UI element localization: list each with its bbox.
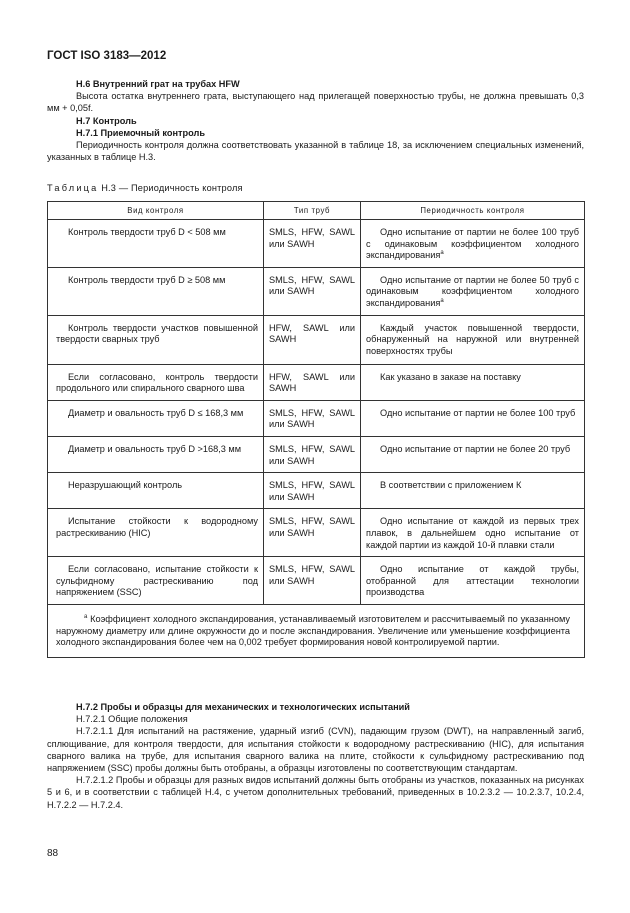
cell-frequency: Одно испытание от партии не более 100 труб [361, 400, 585, 436]
section-h721-title: Н.7.2.1 Общие положения [76, 714, 188, 725]
table-caption [47, 183, 243, 193]
cell-kind: Если согласовано, контроль твердости продольного или спирального сварного шва [48, 364, 264, 400]
inspection-frequency-table [47, 201, 585, 658]
section-h7-title: Н.7 Контроль [76, 115, 137, 126]
cell-pipe: SMLS, HFW, SAWL или SAWH [264, 557, 361, 605]
cell-pipe: HFW, SAWL или SAWH [264, 315, 361, 364]
cell-kind: Диаметр и овальность труб D ≤ 168,3 мм [48, 400, 264, 436]
section-h6-h7 [47, 78, 584, 163]
table-caption-word: Таблица [47, 183, 99, 193]
cell-kind: Контроль твердости труб D < 508 мм [48, 220, 264, 268]
column-header-pipe: Тип труб [264, 202, 361, 220]
cell-pipe: SMLS, HFW, SAWL или SAWH [264, 267, 361, 315]
cell-pipe: SMLS, HFW, SAWL или SAWH [264, 509, 361, 557]
cell-pipe: SMLS, HFW, SAWL или SAWH [264, 400, 361, 436]
table-row [48, 436, 585, 472]
footnote-text: Коэффициент холодного экспандирования, устанавливаемый изготовителем и рассчитываемый по указанному наружному диаметру или длине окружности до и после экспандирования. Увеличение или уменьшение коэффициента холодного экспандирования более чем на 0,002 требует формирования новой контролируемой партии. [56, 614, 570, 648]
section-h7212-body: Н.7.2.1.2 Пробы и образцы для разных видов испытаний должны быть отобраны из участков, показанных на рисунках 5 и 6, и в соответствии с таблицей Н.4, с учетом дополнительных требований, приведенных в 10.2.3.2 — 10.2.3.7, 10.2.4, Н.7.2.2 — Н.7.2.4. [47, 775, 584, 810]
table-row [48, 400, 585, 436]
table-row [48, 473, 585, 509]
cell-frequency: Каждый участок повышенной твердости, обнаруженный на наружной или внутренней поверхностях трубы [361, 315, 585, 364]
footnote-ref: а [440, 250, 444, 257]
column-header-frequency: Периодичность контроля [361, 202, 585, 220]
column-header-kind: Вид контроля [48, 202, 264, 220]
table-header-row [48, 202, 585, 220]
cell-pipe: SMLS, HFW, SAWL или SAWH [264, 220, 361, 268]
table-row [48, 557, 585, 605]
section-h71-body: Периодичность контроля должна соответствовать указанной в таблице 18, за исключением специальных изменений, указанных в таблице Н.3. [47, 140, 584, 163]
cell-pipe: HFW, SAWL или SAWH [264, 364, 361, 400]
cell-pipe: SMLS, HFW, SAWL или SAWH [264, 473, 361, 509]
cell-frequency: В соответствии с приложением К [361, 473, 585, 509]
document-header: ГОСТ ISO 3183—2012 [47, 50, 167, 62]
cell-kind: Контроль твердости труб D ≥ 508 мм [48, 267, 264, 315]
section-h72-title: Н.7.2 Пробы и образцы для механических и технологических испытаний [76, 702, 410, 712]
cell-frequency: Одно испытание от каждой из первых трех плавок, в дальнейшем одно испытание от каждой партии из каждой 10-й плавки стали [361, 509, 585, 557]
table-row [48, 220, 585, 268]
cell-frequency: Как указано в заказе на поставку [361, 364, 585, 400]
cell-pipe: SMLS, HFW, SAWL или SAWH [264, 436, 361, 472]
cell-frequency: Одно испытание от каждой трубы, отобранной для аттестации технологии производства [361, 557, 585, 605]
table-caption-text: Н.3 — Периодичность контроля [98, 183, 243, 193]
table-footnote-row [48, 605, 585, 658]
page-number: 88 [47, 848, 59, 859]
cell-kind: Диаметр и овальность труб D >168,3 мм [48, 436, 264, 472]
section-h71-title: Н.7.1 Приемочный контроль [76, 127, 205, 138]
table-row [48, 315, 585, 364]
section-h6-title: Н.6 Внутренний грат на трубах HFW [76, 79, 240, 89]
table-row [48, 509, 585, 557]
cell-frequency: Одно испытание от партии не более 20 труб [361, 436, 585, 472]
section-h72 [47, 701, 584, 811]
cell-frequency: Одно испытание от партии не более 50 труб с одинаковым коэффициентом холодного экспандирования$^а$ [361, 267, 585, 315]
section-h6-body: Высота остатка внутреннего грата, выступающего над прилегащей поверхностью трубы, не должна превышать 0,3 мм + 0,05f. [47, 91, 584, 114]
cell-frequency: Одно испытание от партии не более 100 труб с одинаковым коэффициентом холодного экспандирования$^а$ [361, 220, 585, 268]
table-row [48, 364, 585, 400]
footnote-ref: а [440, 297, 444, 304]
cell-kind: Неразрушающий контроль [48, 473, 264, 509]
section-h7211-body: Н.7.2.1.1 Для испытаний на растяжение, ударный изгиб (CVN), падающим грузом (DWT), на направленный загиб, сплющивание, для контроля твердости, для испытания стойкости к водородному растрескиванию (HIC), для испытания сварного валика на трубе, для испытания сварного валика на плите, стойкости к сульфидному растрескиванию под напряжением (SSC) пробы должны быть отобраны, а образцы изготовлены по соответствующим стандартам. [47, 726, 584, 774]
cell-kind: Контроль твердости участков повышенной твердости сварных труб [48, 315, 264, 364]
table-row [48, 267, 585, 315]
cell-kind: Если согласовано, испытание стойкости к сульфидному растрескиванию под напряжением (SSC) [48, 557, 264, 605]
footnote-mark: а [84, 614, 88, 621]
cell-kind: Испытание стойкости к водородному растрескиванию (HIC) [48, 509, 264, 557]
table-footnote [48, 605, 585, 658]
